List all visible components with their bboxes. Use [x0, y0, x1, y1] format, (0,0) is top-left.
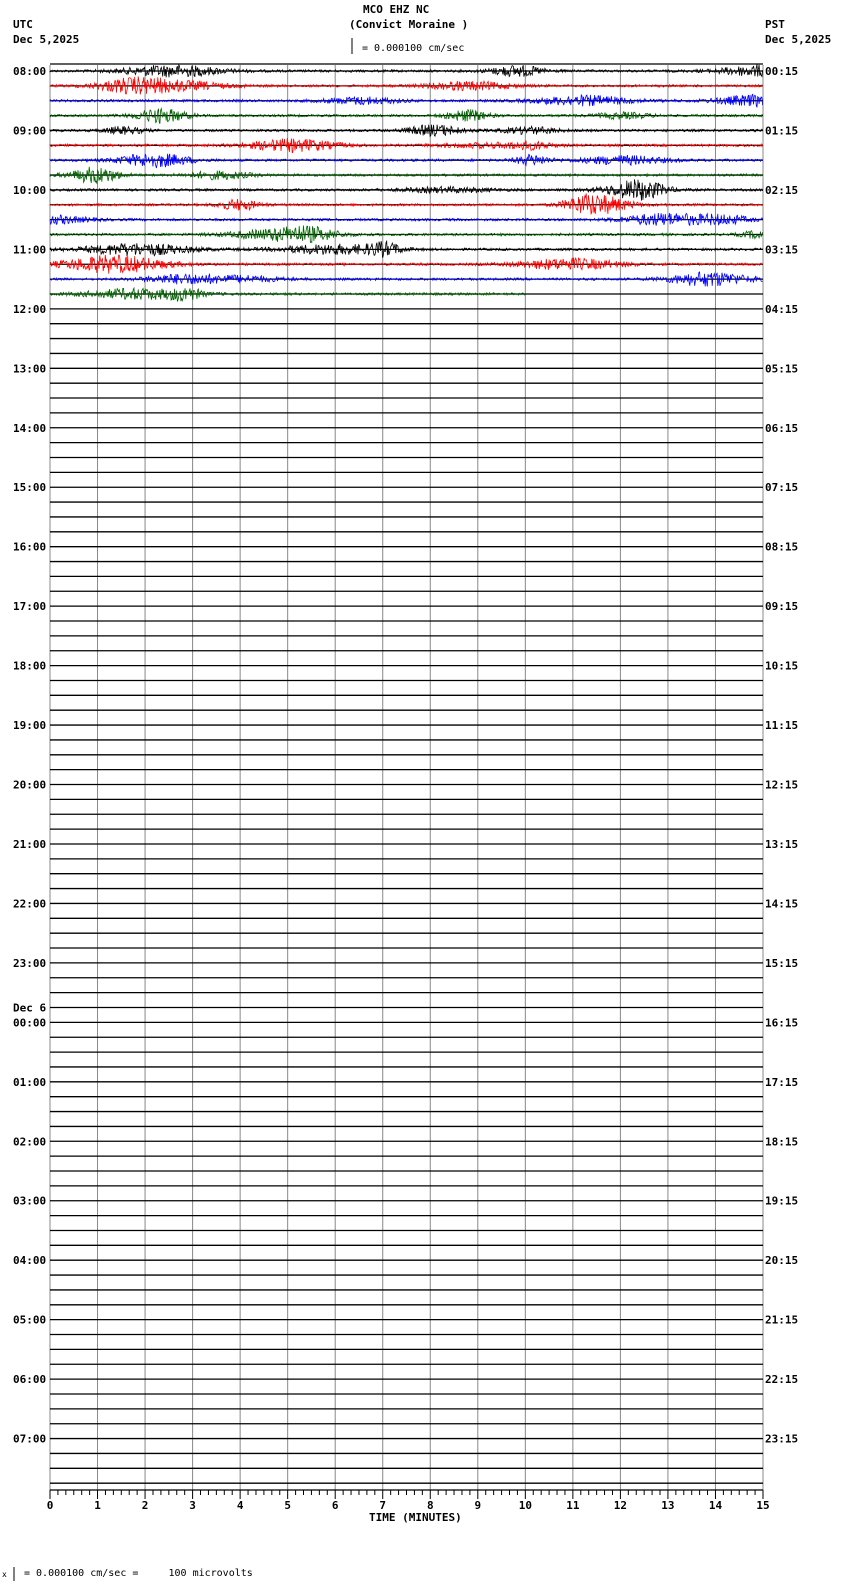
pst-hour-label: 04:15	[765, 302, 799, 316]
x-tick-label: 11	[566, 1499, 580, 1512]
pst-hour-label: 18:15	[765, 1135, 799, 1149]
utc-hour-label: 20:00	[13, 778, 47, 792]
pst-hour-label: 16:15	[765, 1016, 799, 1030]
utc-hour-label: 13:00	[13, 362, 47, 376]
utc-hour-label: 03:00	[13, 1194, 47, 1208]
pst-hour-label: 03:15	[765, 243, 799, 257]
seismic-trace	[50, 194, 763, 214]
pst-hour-label: 00:15	[765, 65, 799, 78]
pst-hour-label: 12:15	[765, 778, 799, 792]
pst-hour-label: 11:15	[765, 719, 799, 733]
pst-hour-label: 23:15	[765, 1432, 799, 1446]
pst-hour-label: 05:15	[765, 362, 799, 376]
utc-hour-label: 17:00	[13, 600, 47, 614]
utc-hour-label: 05:00	[13, 1313, 47, 1327]
x-tick-label: 9	[474, 1499, 482, 1512]
utc-hour-label: 23:00	[13, 956, 47, 970]
utc-hour-label: 02:00	[13, 1135, 47, 1149]
right-timezone: PST	[765, 18, 785, 31]
utc-hour-label: 10:00	[13, 183, 47, 197]
footer-marker: x	[2, 1570, 7, 1579]
left-date: Dec 5,2025	[13, 33, 80, 46]
footer-scale-note: = 0.000100 cm/sec = 100 microvolts	[24, 1568, 253, 1579]
pst-hour-label: 07:15	[765, 481, 799, 495]
x-axis-label: TIME (MINUTES)	[369, 1511, 462, 1524]
x-tick-label: 7	[379, 1499, 387, 1512]
utc-hour-label: 07:00	[13, 1432, 47, 1446]
pst-hour-label: 10:15	[765, 659, 799, 673]
x-tick-label: 6	[331, 1499, 339, 1512]
station-location: (Convict Moraine )	[349, 18, 469, 31]
pst-hour-label: 19:15	[765, 1194, 799, 1208]
x-tick-label: 1	[94, 1499, 101, 1512]
x-tick-label: 12	[613, 1499, 628, 1512]
x-tick-label: 13	[661, 1499, 675, 1512]
utc-hour-label: 19:00	[13, 719, 47, 733]
pst-hour-label: 21:15	[765, 1313, 799, 1327]
left-timezone: UTC	[13, 18, 33, 31]
utc-hour-label: 18:00	[13, 659, 47, 673]
utc-hour-label: 22:00	[13, 897, 47, 911]
pst-hour-label: 13:15	[765, 837, 799, 851]
seismic-trace	[50, 272, 763, 287]
pst-hour-label: 22:15	[765, 1373, 799, 1387]
utc-hour-label: 08:00	[13, 65, 47, 78]
utc-hour-label: 01:00	[13, 1075, 47, 1089]
utc-date-change-label: Dec 6	[13, 1001, 47, 1015]
utc-hour-label: 00:00	[13, 1016, 47, 1030]
utc-hour-label: 15:00	[13, 481, 47, 495]
utc-hour-label: 09:00	[13, 124, 47, 138]
x-tick-label: 3	[189, 1499, 196, 1512]
pst-hour-label: 01:15	[765, 124, 799, 138]
pst-hour-label: 17:15	[765, 1075, 799, 1089]
pst-hour-label: 08:15	[765, 540, 799, 554]
x-tick-label: 0	[46, 1499, 54, 1512]
pst-hour-label: 14:15	[765, 897, 799, 911]
pst-hour-label: 06:15	[765, 421, 799, 435]
utc-hour-label: 14:00	[13, 421, 47, 435]
seismic-trace	[50, 154, 763, 168]
utc-hour-label: 16:00	[13, 540, 47, 554]
pst-hour-label: 20:15	[765, 1254, 799, 1268]
x-tick-label: 5	[284, 1499, 291, 1512]
x-tick-label: 4	[236, 1499, 244, 1512]
utc-hour-label: 21:00	[13, 837, 47, 851]
station-title: MCO EHZ NC	[363, 3, 430, 16]
utc-hour-label: 11:00	[13, 243, 47, 257]
pst-hour-label: 09:15	[765, 600, 799, 614]
pst-hour-label: 15:15	[765, 956, 799, 970]
right-date: Dec 5,2025	[765, 33, 832, 46]
x-tick-label: 15	[756, 1499, 770, 1512]
x-tick-label: 14	[708, 1499, 723, 1512]
utc-hour-label: 12:00	[13, 302, 47, 316]
scale-label: = 0.000100 cm/sec	[362, 43, 465, 54]
x-tick-label: 10	[518, 1499, 532, 1512]
pst-hour-label: 02:15	[765, 183, 799, 197]
x-tick-label: 2	[141, 1499, 149, 1512]
utc-hour-label: 04:00	[13, 1254, 47, 1268]
x-tick-label: 8	[426, 1499, 434, 1512]
utc-hour-label: 06:00	[13, 1373, 47, 1387]
seismic-trace	[50, 167, 763, 184]
